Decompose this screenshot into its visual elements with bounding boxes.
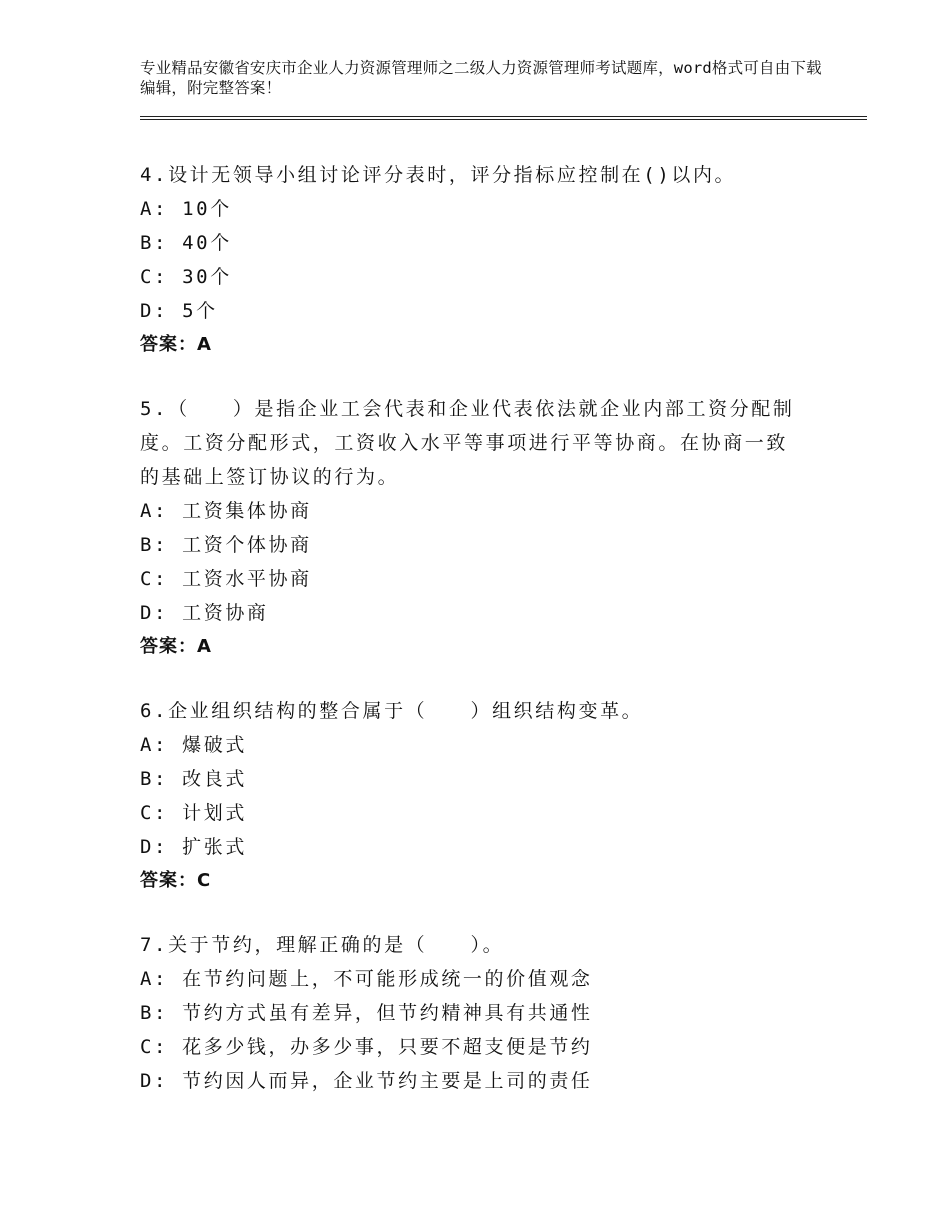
option-c: C: 工资水平协商 (140, 568, 312, 590)
answer-line: 答案：C (140, 870, 212, 891)
option-b: B: 节约方式虽有差异，但节约精神具有共通性 (140, 1002, 593, 1024)
answer-line: 答案：A (140, 334, 212, 355)
option-c: C: 计划式 (140, 802, 247, 824)
option-b: B: 改良式 (140, 768, 247, 790)
option-a: A: 爆破式 (140, 734, 247, 756)
option-c: C: 30个 (140, 266, 232, 288)
document-header: 专业精品安徽省安庆市企业人力资源管理师之二级人力资源管理师考试题库，word格式可自由下载编辑，附完整答案！ (140, 59, 822, 97)
option-d: D: 工资协商 (140, 602, 269, 624)
answer-line: 答案：A (140, 636, 212, 657)
option-a: A: 工资集体协商 (140, 500, 312, 522)
header-double-rule (140, 116, 867, 120)
question-stem: 4.设计无领导小组讨论评分表时，评分指标应控制在()以内。 (140, 164, 737, 186)
option-b: B: 工资个体协商 (140, 534, 312, 556)
question-5 (140, 392, 867, 664)
option-c: C: 花多少钱，办多少事，只要不超支便是节约 (140, 1036, 593, 1058)
question-7 (140, 928, 867, 1098)
option-a: A: 在节约问题上，不可能形成统一的价值观念 (140, 968, 593, 990)
option-d: D: 5个 (140, 300, 218, 322)
question-stem: 7.关于节约，理解正确的是（ ）。 (140, 934, 505, 956)
option-a: A: 10个 (140, 198, 232, 220)
option-d: D: 节约因人而异，企业节约主要是上司的责任 (140, 1070, 593, 1092)
question-6 (140, 694, 867, 898)
option-d: D: 扩张式 (140, 836, 247, 858)
question-4 (140, 158, 867, 362)
question-stem: 6.企业组织结构的整合属于（ ）组织结构变革。 (140, 700, 644, 722)
option-b: B: 40个 (140, 232, 232, 254)
question-list (140, 158, 867, 1098)
document-page (140, 58, 867, 1128)
question-stem: 5.（ ）是指企业工会代表和企业代表依法就企业内部工资分配制度。工资分配形式，工资收入水平等事项进行平等协商。在协商一致的基础上签订协议的行为。 (140, 398, 795, 488)
